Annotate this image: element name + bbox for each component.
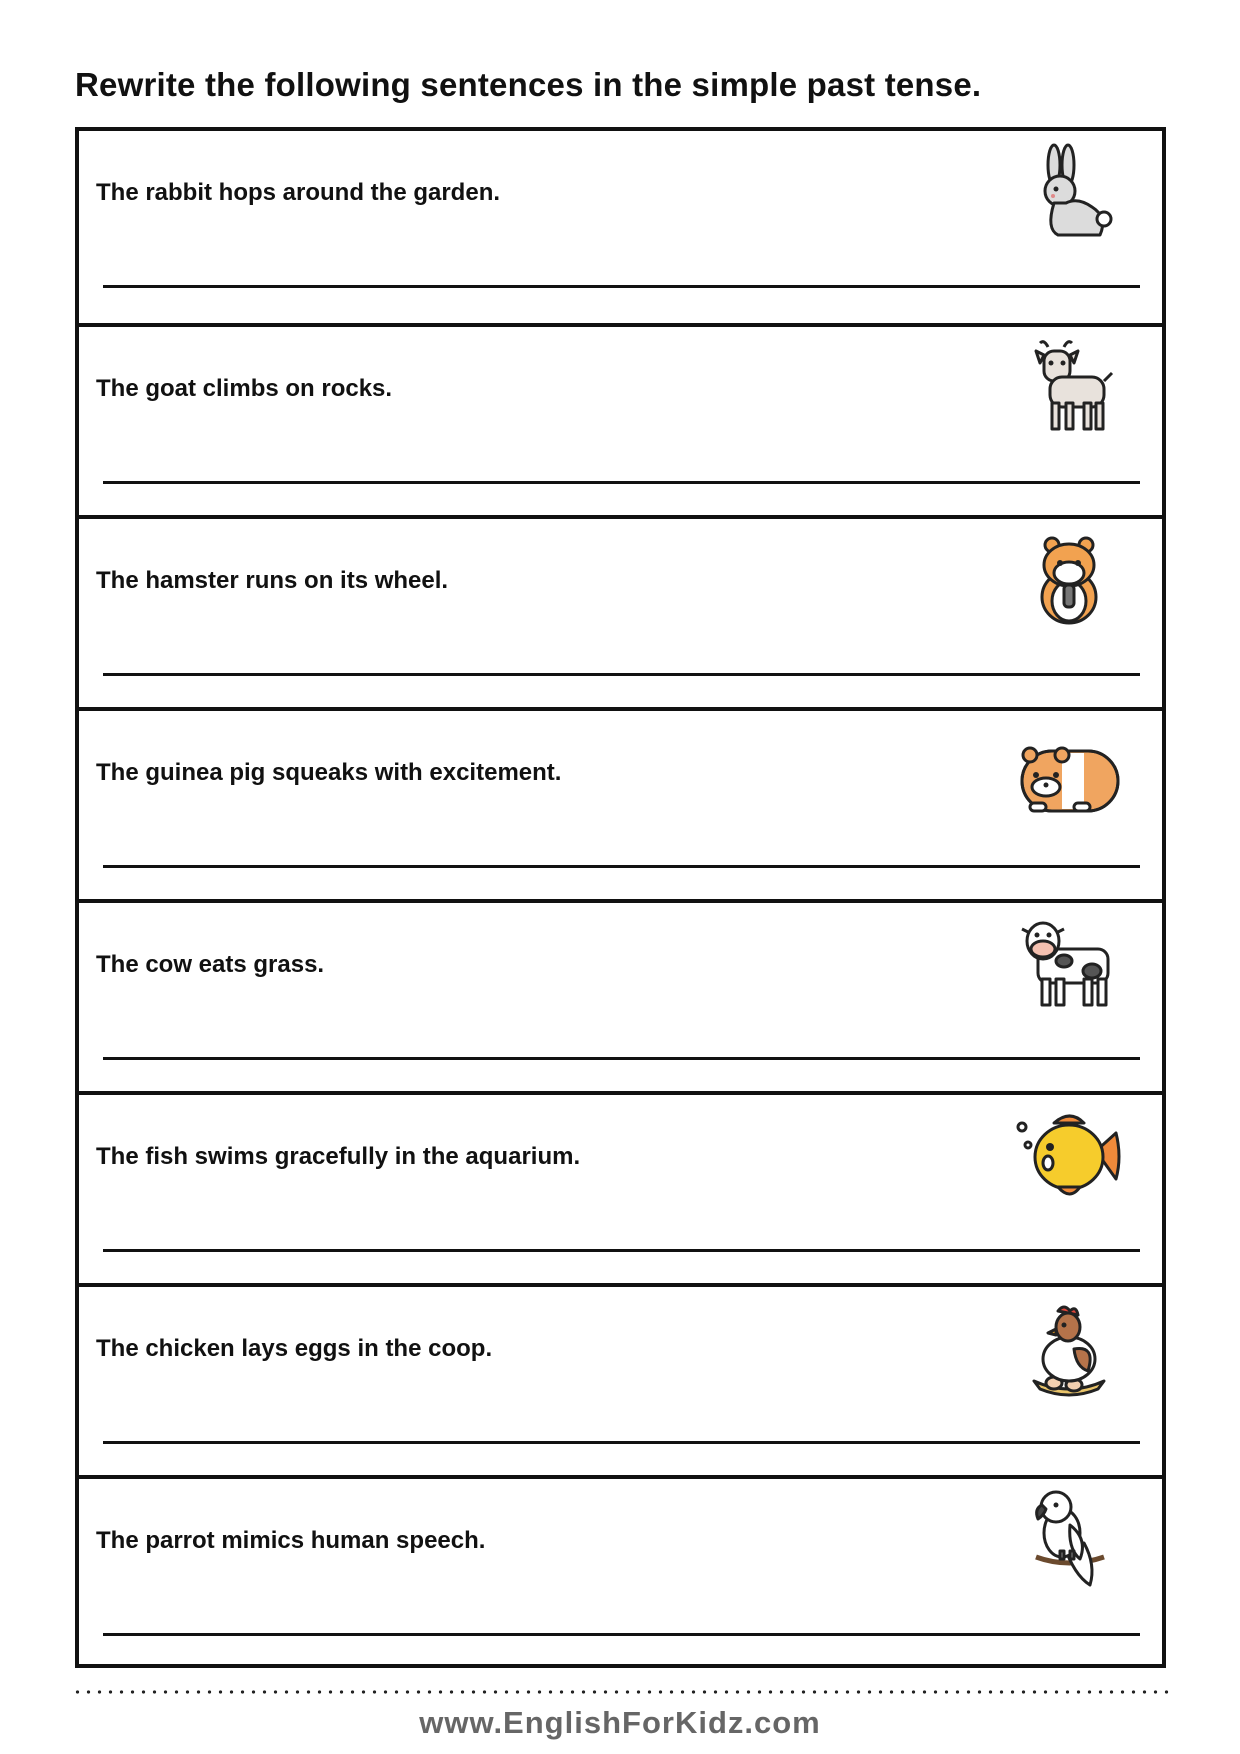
worksheet-table bbox=[75, 127, 1166, 1668]
guinea-pig-icon bbox=[1014, 717, 1124, 827]
footer-url[interactable]: www.EnglishForKidz.com bbox=[419, 1705, 821, 1740]
exercise-row-4 bbox=[79, 707, 1162, 899]
exercise-row-1 bbox=[79, 131, 1162, 323]
sentence-text: The fish swims gracefully in the aquarium. bbox=[96, 1143, 581, 1170]
goat-icon bbox=[1014, 333, 1124, 443]
sentence-text: The rabbit hops around the garden. bbox=[96, 179, 501, 206]
parrot-icon bbox=[1014, 1485, 1124, 1595]
exercise-row-3 bbox=[79, 515, 1162, 707]
sentence-text: The goat climbs on rocks. bbox=[96, 375, 393, 402]
answer-line[interactable] bbox=[103, 285, 1140, 288]
answer-line[interactable] bbox=[103, 865, 1140, 868]
dotted-separator bbox=[72, 1690, 1172, 1694]
answer-line[interactable] bbox=[103, 1249, 1140, 1252]
hamster-icon bbox=[1014, 525, 1124, 635]
exercise-row-6 bbox=[79, 1091, 1162, 1283]
sentence-text: The guinea pig squeaks with excitement. bbox=[96, 759, 562, 786]
sentence-text: The chicken lays eggs in the coop. bbox=[96, 1335, 493, 1362]
exercise-row-7 bbox=[79, 1283, 1162, 1475]
chicken-icon bbox=[1014, 1293, 1124, 1403]
exercise-row-2 bbox=[79, 323, 1162, 515]
answer-line[interactable] bbox=[103, 1633, 1140, 1636]
sentence-text: The hamster runs on its wheel. bbox=[96, 567, 449, 594]
answer-line[interactable] bbox=[103, 481, 1140, 484]
rabbit-icon bbox=[1014, 137, 1124, 247]
page-title: Rewrite the following sentences in the simple past tense. bbox=[75, 66, 982, 103]
cow-icon bbox=[1014, 909, 1124, 1019]
sentence-text: The cow eats grass. bbox=[96, 951, 325, 978]
answer-line[interactable] bbox=[103, 1057, 1140, 1060]
sentence-text: The parrot mimics human speech. bbox=[96, 1527, 486, 1554]
exercise-row-5 bbox=[79, 899, 1162, 1091]
exercise-row-8 bbox=[79, 1475, 1162, 1664]
answer-line[interactable] bbox=[103, 673, 1140, 676]
answer-line[interactable] bbox=[103, 1441, 1140, 1444]
fish-icon bbox=[1014, 1101, 1124, 1211]
